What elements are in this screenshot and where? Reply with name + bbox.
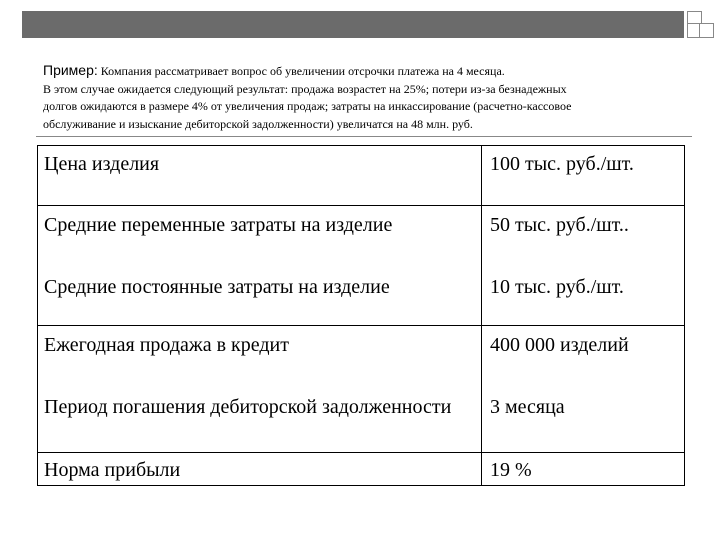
- intro-text: Компания рассматривает вопрос об увеличении отсрочки платежа на 4 месяца.: [97, 64, 505, 78]
- row-label: Период погашения дебиторской задолженности: [38, 390, 482, 453]
- intro-line-3: долгов ожидаются в размере 4% от увеличения продаж; затраты на инкассирование (расчетно-кассовое: [43, 99, 572, 113]
- row-value: 50 тыс. руб./шт..: [482, 206, 685, 271]
- example-label: Пример:: [43, 62, 98, 78]
- row-label: Средние постоянные затраты на изделие: [38, 270, 482, 326]
- parameters-table: [37, 145, 685, 486]
- decorative-square: [699, 23, 714, 38]
- example-description: [43, 62, 693, 133]
- table-row: [38, 326, 685, 391]
- row-value: 100 тыс. руб./шт.: [482, 146, 685, 206]
- table-row: [38, 270, 685, 326]
- intro-line-2: В этом случае ожидается следующий результат: продажа возрастет на 25%; потери из-за безнадежных: [43, 81, 567, 96]
- row-value: 400 000 изделий: [482, 326, 685, 391]
- intro-line-4: обслуживание и изыскание дебиторской задолженности) увеличатся на 48 млн. руб.: [43, 116, 473, 131]
- table-row: [38, 206, 685, 271]
- row-label: Средние переменные затраты на изделие: [38, 206, 482, 271]
- divider: [36, 136, 692, 137]
- row-label: Норма прибыли: [38, 453, 482, 486]
- table-row: [38, 390, 685, 453]
- row-value: 3 месяца: [482, 390, 685, 453]
- header-bar: [22, 11, 684, 38]
- table-row: [38, 453, 685, 486]
- row-value: 19 %: [482, 453, 685, 486]
- row-value: 10 тыс. руб./шт.: [482, 270, 685, 326]
- row-label: Цена изделия: [38, 146, 482, 206]
- intro-line-1: [43, 62, 693, 81]
- row-label: Ежегодная продажа в кредит: [38, 326, 482, 391]
- table-row: [38, 146, 685, 206]
